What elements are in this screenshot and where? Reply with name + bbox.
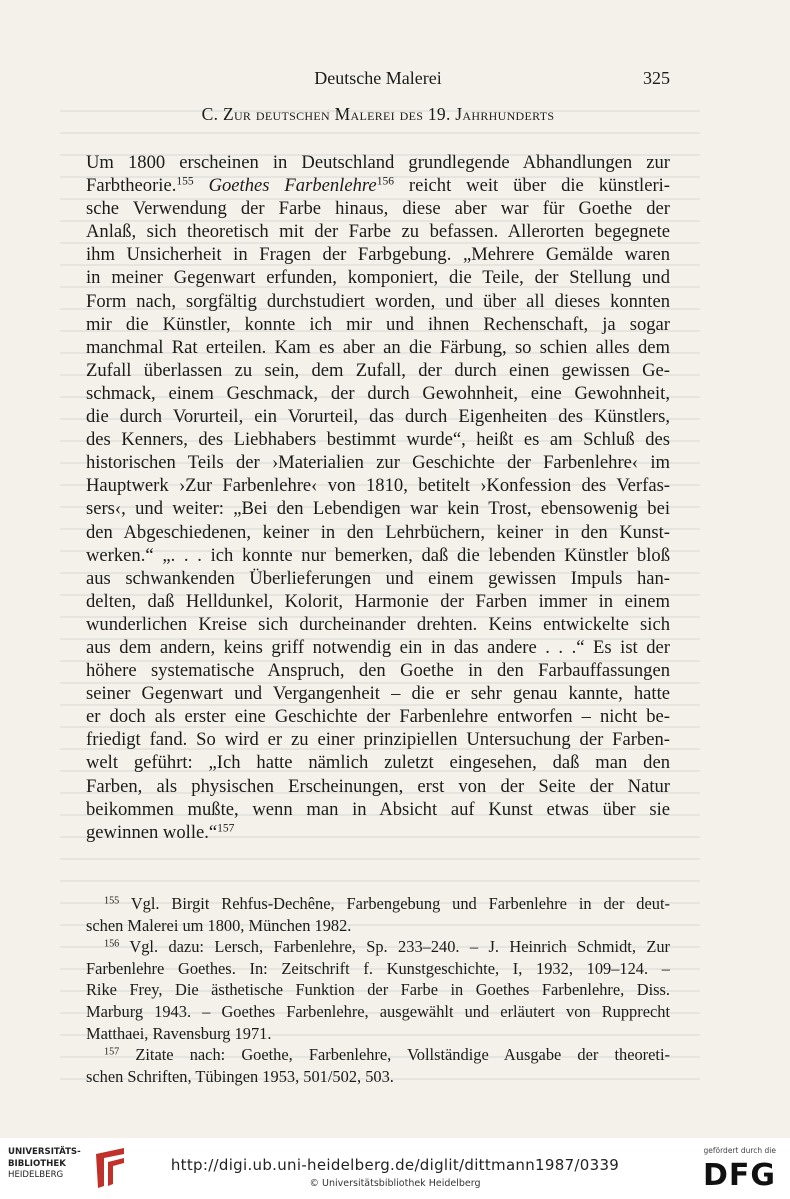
page-number: 325 bbox=[643, 68, 670, 88]
footnote-ref-156[interactable]: 156 bbox=[376, 175, 394, 188]
footnote-marker: 157 bbox=[104, 1046, 120, 1058]
footnote-marker: 156 bbox=[104, 938, 120, 950]
body-line: Hauptwerk ›Zur Farbenlehre‹ von 1810, betitelt ›Konfession des Verfas- bbox=[86, 475, 670, 497]
footnote-ref-157[interactable]: 157 bbox=[217, 822, 235, 835]
library-name: UNIVERSITÄTS- BIBLIOTHEK HEIDELBERG bbox=[8, 1147, 81, 1180]
body-line: seiner Gegenwart und Vergangenheit – die er sehr genau kannte, hatte bbox=[86, 683, 670, 705]
body-line: schmack, einem Geschmack, der durch Gewohnheit, eine Gewohnheit, bbox=[86, 382, 670, 404]
body-line: aus schwankenden Überlieferungen und einem gewissen Impuls han- bbox=[86, 567, 670, 589]
body-line: Farbtheorie.$^{155}$ Goethes Farbenlehre$^{156}$ reicht weit über die künstleri- bbox=[86, 175, 670, 197]
footnotes bbox=[86, 893, 670, 1087]
body-line: gewinnen wolle.“$^{157}$ bbox=[86, 821, 235, 843]
copyright-notice: © Universitätsbibliothek Heidelberg bbox=[309, 1178, 481, 1189]
body-line: sers‹, und weiter: „Bei den Lebendigen war kein Trost, ebensowenig bei bbox=[86, 498, 670, 520]
dfg-logo: DFG bbox=[702, 1158, 776, 1193]
footnote-156: $^{156}$ Vgl. dazu: Lersch, Farbenlehre, Sp. 233–240. – J. Heinrich Schmidt, Zur Farbenlehre Goethes. In: Zeitschrift f. Kunstgeschichte, I, 1932, 109–124. – Rike Frey, Die ästhetische Funktion der Farbe in Goethes Farbenlehre, Diss. Marburg 1943. – Goethes Farbenlehre, ausgewählt und erläutert von Rupprecht Matthaei, Ravensburg 1971. bbox=[86, 937, 670, 1043]
body-line: Um 1800 erscheinen in Deutschland grundlegende Abhandlungen zur bbox=[86, 152, 670, 173]
body-line: wunderlichen Kreise sich durcheinander drehten. Keins entwickelte sich bbox=[86, 613, 670, 635]
body-line: Form nach, sorgfältig durchstudiert worden, und über all dieses konnten bbox=[86, 290, 670, 312]
body-line: mir die Künstler, konnte ich mir und ihnen Rechenschaft, ja sogar bbox=[86, 313, 670, 335]
body-line: ihm Unsicherheit in Fragen der Farbgebung. „Mehrere Gemälde waren bbox=[86, 244, 670, 266]
body-line: werken.“ „. . . ich konnte nur bemerken, daß die lebenden Künstler bloß bbox=[86, 544, 670, 566]
body-line: sche Verwendung der Farbe hinaus, diese aber war für Goethe der bbox=[86, 198, 670, 220]
body-line: beikommen mußte, wenn man in Absicht auf Kunst etwas über sie bbox=[86, 798, 670, 820]
body-line: friedigt fand. So wird er zu einer prinzipiellen Untersuchung der Farben- bbox=[86, 729, 670, 751]
viewer-footer bbox=[0, 1138, 790, 1199]
body-line: delten, daß Helldunkel, Kolorit, Harmonie der Farben immer in einem bbox=[86, 590, 670, 612]
funded-by-label: gefördert durch die bbox=[703, 1146, 776, 1155]
body-line: welt geführt: „Ich hatte nämlich zuletzt eingesehen, daß man den bbox=[86, 752, 670, 774]
footnote-155: $^{155}$ Vgl. Birgit Rehfus-Dechêne, Farbengebung und Farbenlehre in der deut- schen Malerei um 1800, München 1982. bbox=[86, 894, 670, 935]
goethe-title: Goethes Farbenlehre bbox=[208, 175, 377, 197]
body-line: den Abgeschiedenen, keiner in den Lehrbüchern, keiner in den Kunst- bbox=[86, 521, 670, 543]
body-line: manchmal Rat erteilen. Kam es aber an die Färbung, so schien alles dem bbox=[86, 336, 670, 358]
running-head bbox=[86, 68, 670, 92]
body-line: in meiner Gegenwart erfunden, komponiert, die Teile, der Stellung und bbox=[86, 267, 670, 289]
body-line: Farben, als physischen Erscheinungen, erst von der Seite der Natur bbox=[86, 775, 670, 797]
body-line: aus dem andern, keins griff notwendig ein in das andere . . .“ Es ist der bbox=[86, 636, 670, 658]
body-line: er doch als erster eine Geschichte der Farbenlehre entworfen – nicht be- bbox=[86, 706, 670, 728]
body-line: die durch Vorurteil, ein Vorurteil, das durch Eigenheiten des Künstlers, bbox=[86, 406, 670, 428]
running-title: Deutsche Malerei bbox=[314, 68, 442, 88]
footnote-ref-155[interactable]: 155 bbox=[176, 175, 194, 188]
body-line: höhere systematische Anspruch, den Goethe in den Farbauffassungen bbox=[86, 660, 670, 682]
body-line: des Kenners, des Liebhabers bestimmt wurde“, heißt es am Schluß des bbox=[86, 429, 670, 451]
permalink-url[interactable]: http://digi.ub.uni-heidelberg.de/diglit/dittmann1987/0339 bbox=[170, 1156, 620, 1174]
section-heading: C. Zur deutschen Malerei des 19. Jahrhunderts bbox=[201, 104, 555, 124]
body-text bbox=[86, 151, 670, 844]
body-line: historischen Teils der ›Materialien zur Geschichte der Farbenlehre‹ im bbox=[86, 452, 670, 474]
body-line: Zufall überlassen zu sein, dem Zufall, der durch einen gewissen Ge- bbox=[86, 359, 670, 381]
footnote-157: $^{157}$ Zitate nach: Goethe, Farbenlehre, Vollständige Ausgabe der theoreti- schen Schriften, Tübingen 1953, 501/502, 503. bbox=[86, 1045, 670, 1086]
footnote-marker: 155 bbox=[104, 895, 120, 907]
dfg-funding[interactable] bbox=[696, 1146, 776, 1194]
body-line: Anlaß, sich theoretisch mit der Farbe zu befassen. Allerorten begegnete bbox=[86, 221, 670, 243]
